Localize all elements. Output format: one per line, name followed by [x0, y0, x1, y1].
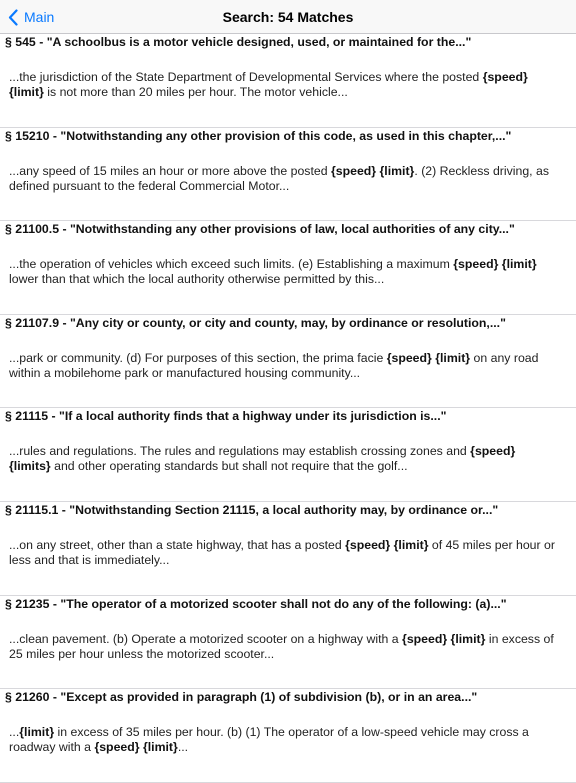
snippet-text: ...on any street, other than a state highway, that has a posted [9, 537, 346, 552]
snippet-text: on any road within a mobilehome park or manufactured housing community... [9, 350, 539, 380]
snippet-text: ...the operation of vehicles which exceed such limits. (e) Establishing a maximum [9, 257, 454, 272]
snippet-text: ... [9, 725, 20, 740]
search-result-row[interactable] [0, 315, 576, 409]
snippet-highlight: {limit} [19, 725, 55, 740]
snippet-text: in excess of 25 miles per hour unless the motorized scooter... [9, 631, 554, 661]
result-snippet [9, 444, 558, 474]
navigation-bar [0, 0, 576, 34]
result-snippet [9, 725, 558, 755]
result-snippet [9, 257, 558, 287]
snippet-text: of 45 miles per hour or less and that is immediately... [9, 537, 555, 567]
snippet-text: in excess of 35 miles per hour. (b) (1) The operator of a low-speed vehicle may cross a roadway with a [9, 725, 529, 755]
search-result-row[interactable] [0, 502, 576, 596]
snippet-highlight: {speed} {limit} [94, 740, 178, 755]
snippet-text: ...the jurisdiction of the State Department of Developmental Services where the posted [9, 70, 483, 84]
page-title: Search: 54 Matches [222, 9, 354, 25]
snippet-text: lower than that which the local authority otherwise permitted by this... [9, 272, 385, 287]
snippet-highlight: {speed} {limit} [453, 257, 537, 272]
search-result-row[interactable] [0, 34, 576, 128]
result-snippet [9, 538, 558, 568]
snippet-highlight: {speed} {limit} [345, 537, 429, 552]
snippet-text: ...park or community. (d) For purposes of this section, the prima facie [9, 350, 387, 365]
snippet-text: is not more than 20 miles per hour. The motor vehicle... [43, 85, 348, 99]
back-button-label[interactable]: Main [24, 9, 55, 25]
snippet-highlight: {speed} {limit} [386, 350, 471, 365]
snippet-highlight: {speed} {limits} [9, 444, 516, 474]
snippet-text: ...rules and regulations. The rules and regulations may establish crossing zones and [9, 444, 471, 459]
result-snippet [9, 351, 558, 381]
result-title: § 21235 - "The operator of a motorized scooter shall not do any of the following: (a)..." [5, 596, 507, 611]
snippet-text: ... [177, 740, 189, 755]
result-snippet [9, 70, 558, 100]
result-title: § 15210 - "Notwithstanding any other provision of this code, as used in this chapter,..." [5, 128, 512, 143]
search-results-list [0, 34, 576, 783]
search-result-row[interactable] [0, 128, 576, 222]
snippet-highlight: {speed} {limit} [9, 70, 528, 99]
snippet-text: . (2) Reckless driving, as defined pursuant to the federal Commercial Motor... [9, 163, 549, 193]
result-snippet [9, 164, 558, 194]
result-title: § 545 - "A schoolbus is a motor vehicle designed, used, or maintained for the..." [5, 35, 472, 49]
snippet-text: and other operating standards but shall not require that the golf... [50, 459, 408, 474]
search-result-row[interactable] [0, 689, 576, 783]
result-title: § 21107.9 - "Any city or county, or city and county, may, by ordinance or resolution,..." [5, 315, 506, 330]
result-title: § 21100.5 - "Notwithstanding any other provisions of law, local authorities of any city..." [5, 222, 515, 237]
snippet-highlight: {speed} {limit} [330, 163, 415, 178]
result-title: § 21260 - "Except as provided in paragraph (1) of subdivision (b), or in an area..." [5, 690, 478, 705]
search-result-row[interactable] [0, 596, 576, 690]
result-title: § 21115 - "If a local authority finds that a highway under its jurisdiction is..." [5, 409, 447, 424]
snippet-highlight: {speed} {limit} [402, 631, 486, 646]
search-result-row[interactable] [0, 221, 576, 315]
search-result-row[interactable] [0, 408, 576, 502]
snippet-text: ...clean pavement. (b) Operate a motorized scooter on a highway with a [9, 631, 403, 646]
snippet-text: ...any speed of 15 miles an hour or more above the posted [9, 163, 331, 178]
result-title: § 21115.1 - "Notwithstanding Section 21115, a local authority may, by ordinance or..." [5, 502, 499, 517]
result-snippet [9, 632, 558, 662]
